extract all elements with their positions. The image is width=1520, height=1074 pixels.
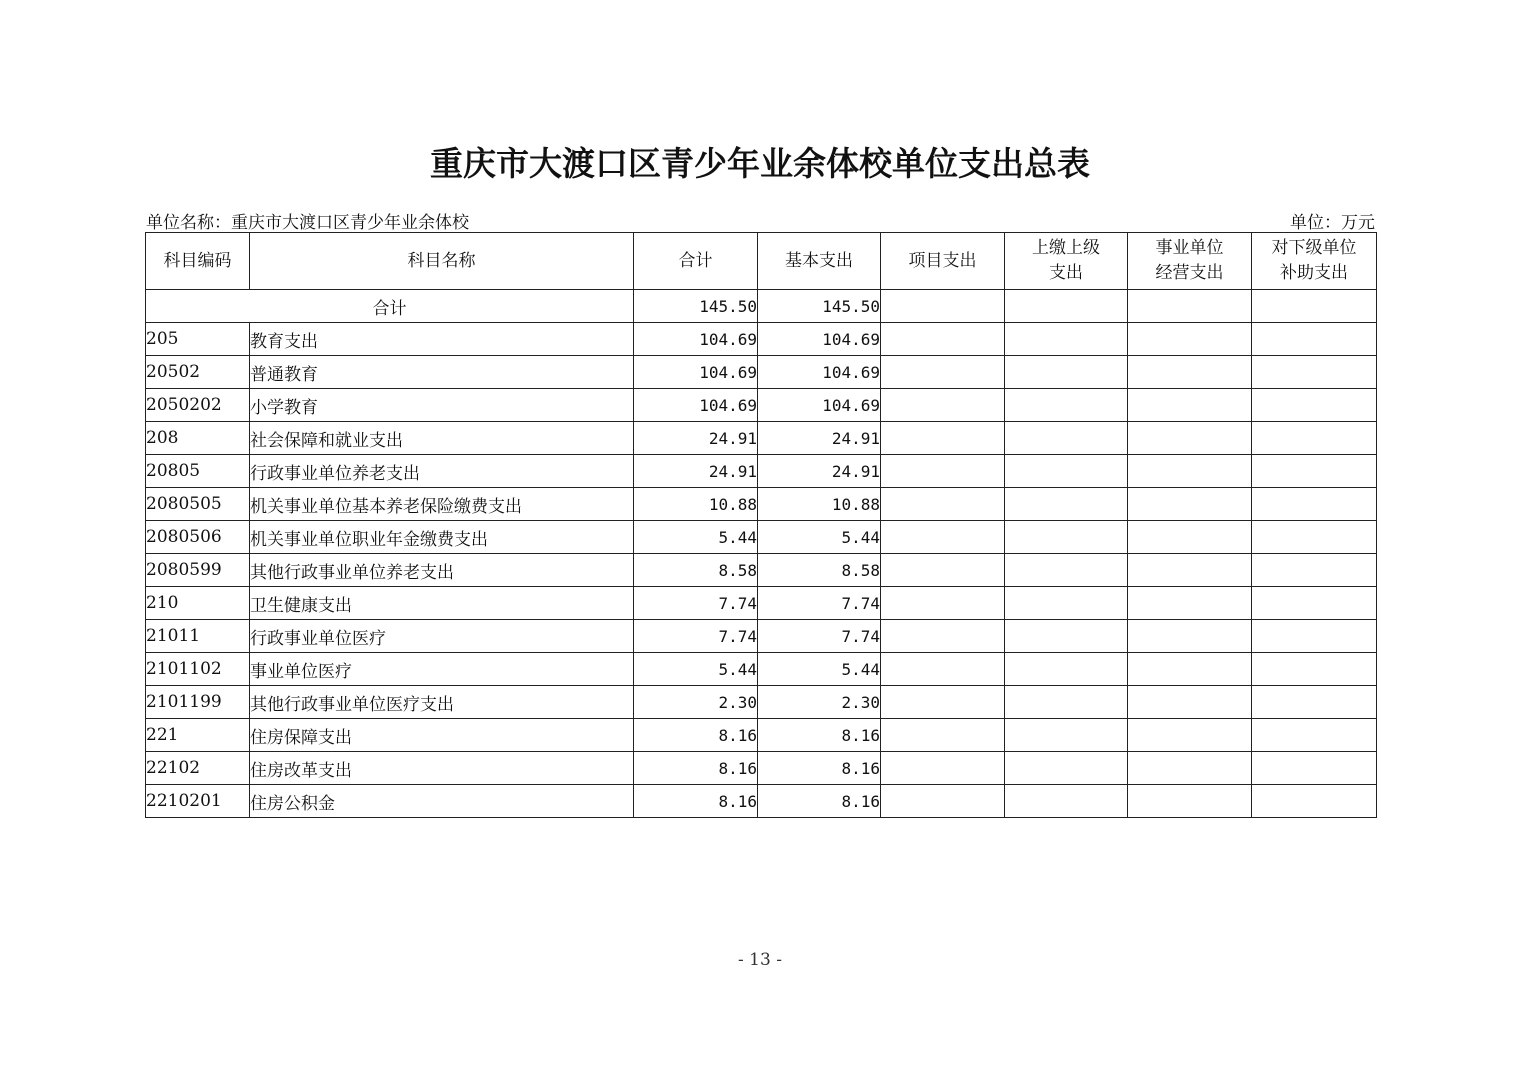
row-total: 8.16 [634,719,758,752]
row-name: 行政事业单位养老支出 [250,455,634,488]
page-title: 重庆市大渡口区青少年业余体校单位支出总表 [430,144,1090,183]
row-total: 8.16 [634,785,758,818]
header-upper-line2: 支出 [1049,263,1083,283]
empty-cell [1005,389,1128,422]
row-total: 8.16 [634,752,758,785]
empty-cell [1128,521,1252,554]
empty-cell [1128,356,1252,389]
empty-cell [881,653,1005,686]
empty-cell [881,752,1005,785]
empty-cell [1005,521,1128,554]
row-total: 7.74 [634,587,758,620]
empty-cell [1005,488,1128,521]
row-code: 210 [146,587,250,620]
row-total: 104.69 [634,389,758,422]
row-total: 5.44 [634,521,758,554]
empty-cell [1005,356,1128,389]
row-name: 行政事业单位医疗 [250,620,634,653]
row-code: 2080506 [146,521,250,554]
row-code: 2210201 [146,785,250,818]
table-row [146,521,1377,554]
empty-cell [1252,785,1377,818]
row-code: 2101102 [146,653,250,686]
row-name: 机关事业单位基本养老保险缴费支出 [250,488,634,521]
row-name: 其他行政事业单位医疗支出 [250,686,634,719]
empty-cell [881,785,1005,818]
row-basic: 104.69 [758,389,881,422]
header-name: 科目名称 [250,233,634,290]
table-row [146,323,1377,356]
empty-cell [1252,719,1377,752]
row-name: 社会保障和就业支出 [250,422,634,455]
empty-cell [1005,686,1128,719]
header-upper [1005,233,1128,290]
row-code: 205 [146,323,250,356]
table-row [146,587,1377,620]
empty-cell [1128,323,1252,356]
row-name: 普通教育 [250,356,634,389]
row-name: 住房公积金 [250,785,634,818]
total-row-basic: 145.50 [758,290,881,323]
empty-cell [1005,422,1128,455]
row-total: 7.74 [634,620,758,653]
row-basic: 2.30 [758,686,881,719]
row-name: 事业单位医疗 [250,653,634,686]
empty-cell [1252,752,1377,785]
empty-cell [881,554,1005,587]
empty-cell [1128,389,1252,422]
row-basic: 5.44 [758,521,881,554]
row-name: 卫生健康支出 [250,587,634,620]
row-basic: 8.16 [758,719,881,752]
empty-cell [1128,686,1252,719]
row-name: 小学教育 [250,389,634,422]
row-code: 2080505 [146,488,250,521]
page-number: - 13 - [738,950,782,970]
empty-cell [1128,455,1252,488]
row-basic: 24.91 [758,422,881,455]
row-name: 其他行政事业单位养老支出 [250,554,634,587]
header-basic: 基本支出 [758,233,881,290]
empty-cell [881,521,1005,554]
empty-cell [1128,290,1252,323]
row-total: 5.44 [634,653,758,686]
empty-cell [1005,323,1128,356]
table-row [146,752,1377,785]
header-business-line1: 事业单位 [1155,238,1224,258]
empty-cell [1252,653,1377,686]
header-code: 科目编码 [146,233,250,290]
empty-cell [1005,554,1128,587]
row-code: 22102 [146,752,250,785]
unit-label: 单位：万元 [1290,213,1375,233]
empty-cell [1128,620,1252,653]
row-basic: 5.44 [758,653,881,686]
empty-cell [881,455,1005,488]
empty-cell [1128,422,1252,455]
row-code: 221 [146,719,250,752]
empty-cell [881,422,1005,455]
empty-cell [881,290,1005,323]
empty-cell [1128,785,1252,818]
header-project: 项目支出 [881,233,1005,290]
empty-cell [1252,554,1377,587]
empty-cell [1128,719,1252,752]
header-subsidy [1252,233,1377,290]
row-total: 2.30 [634,686,758,719]
unit-name: 单位名称：重庆市大渡口区青少年业余体校 [146,213,469,233]
total-row-total: 145.50 [634,290,758,323]
row-basic: 24.91 [758,455,881,488]
row-name: 住房保障支出 [250,719,634,752]
row-name: 住房改革支出 [250,752,634,785]
row-basic: 7.74 [758,587,881,620]
empty-cell [1252,455,1377,488]
header-total: 合计 [634,233,758,290]
empty-cell [881,620,1005,653]
empty-cell [1005,290,1128,323]
row-total: 8.58 [634,554,758,587]
header-upper-line1: 上缴上级 [1032,238,1100,258]
empty-cell [881,587,1005,620]
header-row [146,233,1377,290]
table-row [146,653,1377,686]
row-basic: 10.88 [758,488,881,521]
row-code: 2050202 [146,389,250,422]
empty-cell [1252,356,1377,389]
header-business [1128,233,1252,290]
row-total: 24.91 [634,422,758,455]
table-row [146,455,1377,488]
row-code: 2101199 [146,686,250,719]
total-label: 合计 [146,290,634,323]
empty-cell [1005,785,1128,818]
row-basic: 104.69 [758,356,881,389]
header-subsidy-line1: 对下级单位 [1271,238,1357,258]
header-subsidy-line2: 补助支出 [1280,263,1348,283]
empty-cell [1005,455,1128,488]
row-total: 104.69 [634,323,758,356]
row-basic: 7.74 [758,620,881,653]
row-basic: 8.58 [758,554,881,587]
row-code: 20805 [146,455,250,488]
empty-cell [1128,587,1252,620]
row-total: 10.88 [634,488,758,521]
empty-cell [1005,587,1128,620]
total-row [146,290,1377,323]
empty-cell [1252,422,1377,455]
expenditure-table [145,232,1377,818]
empty-cell [1005,719,1128,752]
row-code: 21011 [146,620,250,653]
empty-cell [1252,389,1377,422]
empty-cell [1252,290,1377,323]
empty-cell [881,686,1005,719]
table-row [146,554,1377,587]
row-total: 104.69 [634,356,758,389]
table-row [146,488,1377,521]
empty-cell [1128,752,1252,785]
table-row [146,686,1377,719]
empty-cell [1252,488,1377,521]
empty-cell [1128,653,1252,686]
row-code: 208 [146,422,250,455]
row-code: 20502 [146,356,250,389]
empty-cell [1005,620,1128,653]
row-total: 24.91 [634,455,758,488]
header-business-line2: 经营支出 [1155,263,1224,283]
table-row [146,422,1377,455]
table-row [146,785,1377,818]
empty-cell [881,719,1005,752]
empty-cell [1128,554,1252,587]
row-basic: 8.16 [758,785,881,818]
table-row [146,389,1377,422]
empty-cell [881,488,1005,521]
empty-cell [1252,587,1377,620]
row-name: 机关事业单位职业年金缴费支出 [250,521,634,554]
row-name: 教育支出 [250,323,634,356]
empty-cell [1005,653,1128,686]
empty-cell [881,356,1005,389]
empty-cell [881,323,1005,356]
empty-cell [1128,488,1252,521]
table-row [146,719,1377,752]
empty-cell [881,389,1005,422]
row-basic: 8.16 [758,752,881,785]
empty-cell [1252,686,1377,719]
empty-cell [1252,323,1377,356]
row-basic: 104.69 [758,323,881,356]
empty-cell [1252,620,1377,653]
table-row [146,620,1377,653]
row-code: 2080599 [146,554,250,587]
empty-cell [1252,521,1377,554]
empty-cell [1005,752,1128,785]
table-row [146,356,1377,389]
